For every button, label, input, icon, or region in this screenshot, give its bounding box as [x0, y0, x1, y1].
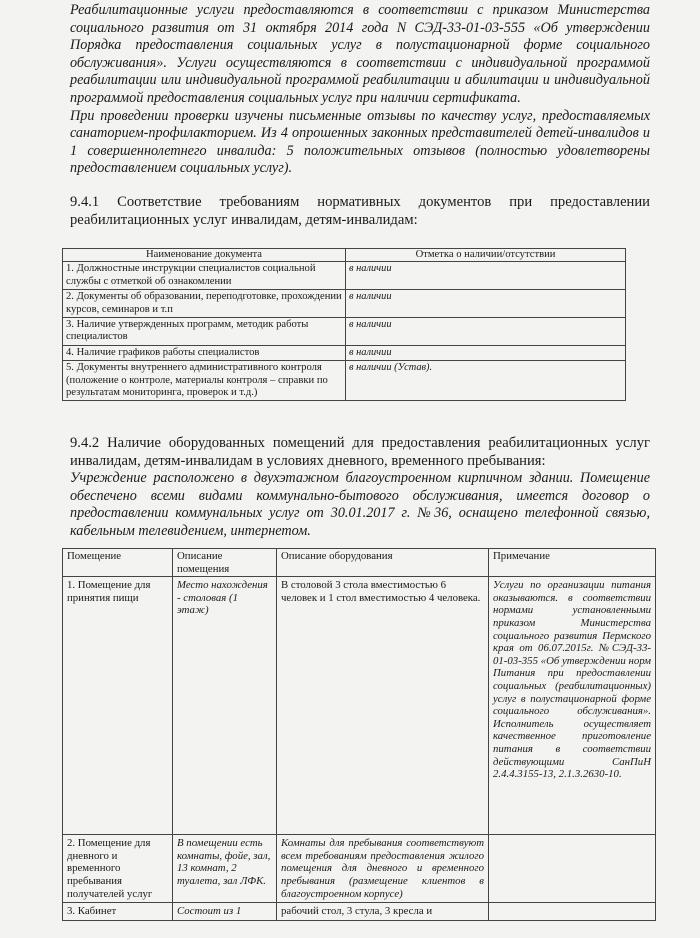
table-row: [63, 577, 656, 835]
column-header: Наименование документа: [63, 249, 346, 262]
column-header: Помещение: [63, 549, 173, 577]
intro-paragraph-2: При проведении проверки изучены письменные отзывы по качеству услуг, предоставляемых санаторием-профилакторием. Из 4 опрошенных законных представителей детей-инвалидов и 1 совершеннолетнего инвалида: 5 положительных отзывов (полностью удовлетворены предоставлением социальных услуг).: [70, 107, 650, 177]
document-name: 1. Должностные инструкции специалистов социальной службы с отметкой об ознакомлении: [63, 262, 346, 290]
document-name: 4. Наличие графиков работы специалистов: [63, 345, 346, 360]
section-941-heading: 9.4.1 Соответствие требованиям нормативных документов при предоставлении реабилитационных услуг инвалидам, детям-инвалидам:: [70, 194, 650, 228]
presence-mark: в наличии (Устав).: [346, 361, 626, 401]
room-equipment: В столовой 3 стола вместимостью 6 человек и 1 стол вместимостью 4 человека.: [277, 577, 489, 835]
column-header: Описание помещения: [173, 549, 277, 577]
table-row: [63, 361, 626, 401]
column-header: Описание оборудования: [277, 549, 489, 577]
table-header-row: [63, 249, 626, 262]
table-row: [63, 903, 656, 921]
room-note: [489, 835, 656, 903]
table-row: [63, 345, 626, 360]
room-description: В помещении есть комнаты, фойе, зал, 13 комнат, 2 туалета, зал ЛФК.: [173, 835, 277, 903]
section-942-heading: 9.4.2 Наличие оборудованных помещений для предоставления реабилитационных услуг инвалидам, детям-инвалидам в условиях дневного, временного пребывания:: [70, 435, 650, 469]
documents-table: [62, 248, 626, 401]
room-description: Место нахождения - столовая (1 этаж): [173, 577, 277, 835]
presence-mark: в наличии: [346, 262, 626, 290]
column-header: Примечание: [489, 549, 656, 577]
table-row: [63, 262, 626, 290]
presence-mark: в наличии: [346, 290, 626, 318]
room-name: 1. Помещение для принятия пищи: [63, 577, 173, 835]
column-header: Отметка о наличии/отсутствии: [346, 249, 626, 262]
table-header-row: [63, 549, 656, 577]
presence-mark: в наличии: [346, 318, 626, 346]
room-note: Услуги по организации питания оказываются. в соответствии нормами установленными приказом Министерства социального развития Пермского края от 06.07.2015г. №СЭД-33-01-03-355 «Об утверждении норм Питания при предоставлении социальных (реабилитационных) услуг в полустационарной форме социального обслуживания». Исполнитель осуществляет качественное приготовление питания в соответствии действующими СанПиН 2.4.4.3155-13, 2.1.3.2630-10.: [489, 577, 656, 835]
room-name: 2. Помещение для дневного и временного пребывания получателей услуг: [63, 835, 173, 903]
table-row: [63, 835, 656, 903]
rooms-table: [62, 548, 656, 921]
presence-mark: в наличии: [346, 345, 626, 360]
room-note: [489, 903, 656, 921]
intro-paragraph-1: Реабилитационные услуги предоставляются в соответствии с приказом Министерства социального развития от 31 октября 2014 года N СЭД-33-01-03-555 «Об утверждении Порядка предоставления социальных услуг в полустационарной форме социального обслуживания». Услуги осуществляются в соответствии с индивидуальной программой реабилитации или индивидуальной программой реабилитации и абилитации и индивидуальной программой предоставления социальных услуг при наличии сертификата.: [70, 2, 650, 106]
table-row: [63, 290, 626, 318]
document-name: 5. Документы внутреннего административного контроля (положение о контроле, материалы контроля – справки по результатам мониторинга, проверок и т.д.): [63, 361, 346, 401]
room-name: 3. Кабинет: [63, 903, 173, 921]
room-equipment: рабочий стол, 3 стула, 3 кресла и: [277, 903, 489, 921]
table-row: [63, 318, 626, 346]
section-942-text: Учреждение расположено в двухэтажном благоустроенном кирпичном здании. Помещение обеспечено всеми видами коммунально-бытового обслуживания, имеется договор о предоставлении коммунальных услуг от 30.01.2017 г. №36, оснащено телефонной связью, кабельным телевидением, интернетом.: [70, 470, 650, 539]
document-name: 3. Наличие утвержденных программ, методик работы специалистов: [63, 318, 346, 346]
room-equipment: Комнаты для пребывания соответствуют всем требованиям предоставления жилого помещения для дневного и временного пребывания (размещение клиентов в благоустроенном корпусе): [277, 835, 489, 903]
intro-text: [70, 2, 650, 178]
document-name: 2. Документы об образовании, переподготовке, прохождении курсов, семинаров и т.п: [63, 290, 346, 318]
room-description: Состоит из 1: [173, 903, 277, 921]
